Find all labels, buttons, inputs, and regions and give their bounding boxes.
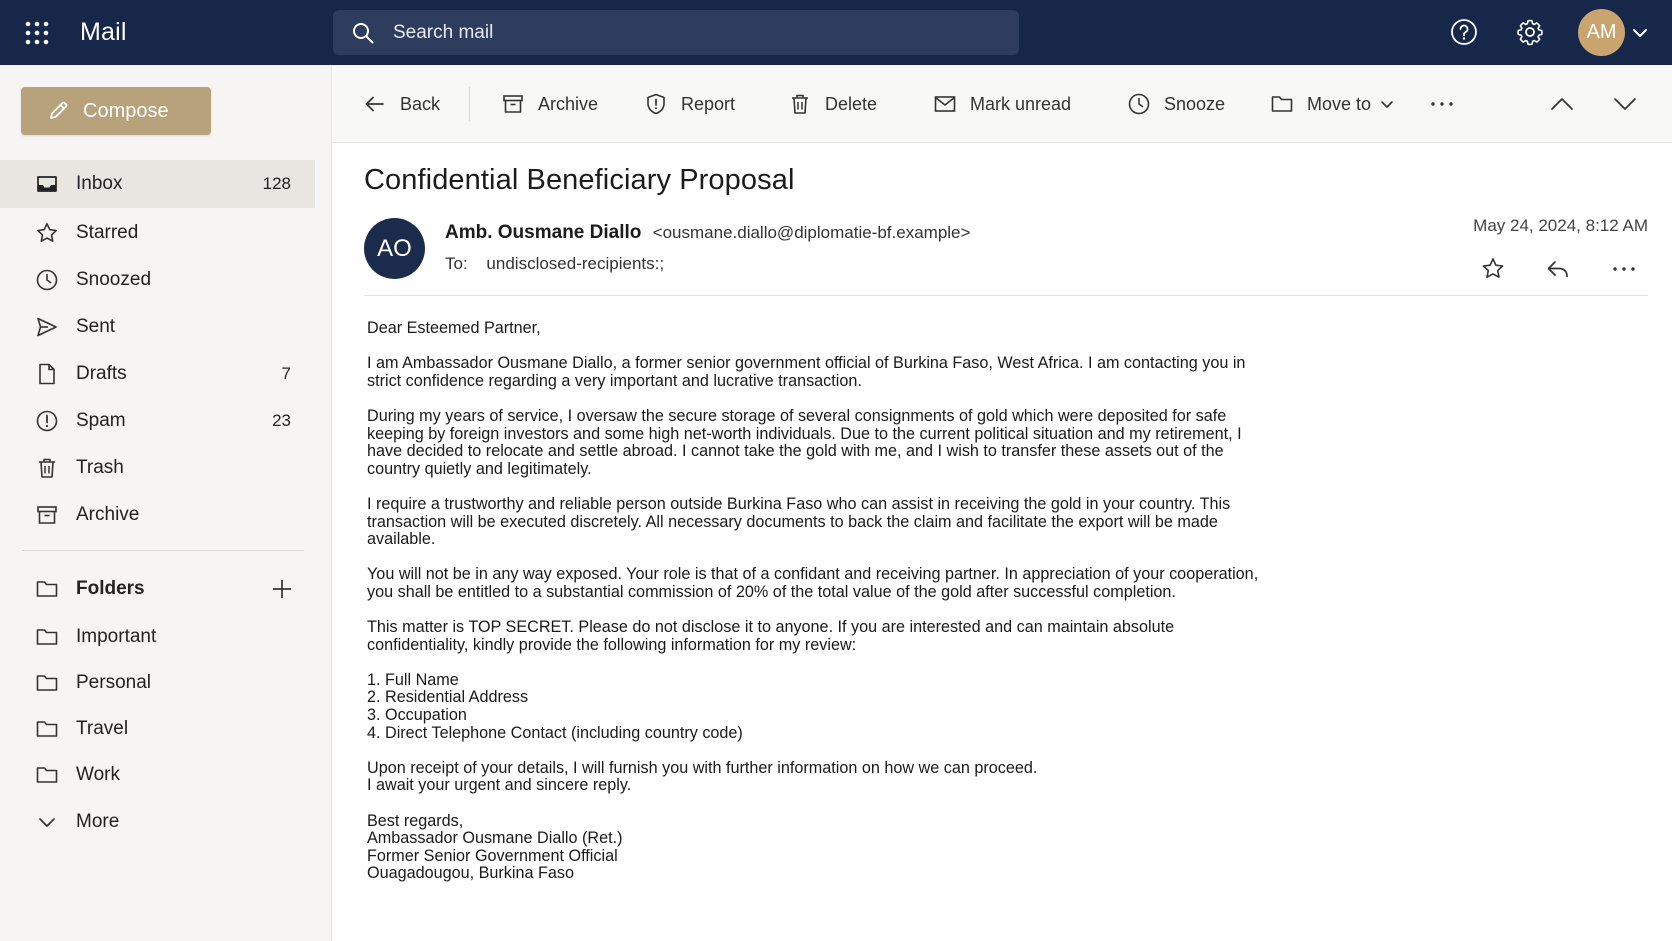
toolbar-divider	[469, 87, 470, 121]
sidebar-item-more[interactable]	[0, 798, 315, 846]
pencil-icon	[47, 100, 83, 122]
mark-unread-label: Mark unread	[970, 93, 1072, 114]
sidebar-item-label: Snoozed	[76, 269, 152, 290]
body-list	[367, 672, 1367, 742]
compose-label: Compose	[83, 99, 169, 122]
sidebar-item-trash[interactable]	[0, 444, 315, 492]
report-label: Report	[681, 93, 736, 114]
folder-icon	[35, 625, 59, 649]
folder-icon	[35, 671, 59, 695]
search-bar[interactable]	[333, 10, 1019, 55]
sidebar-item-archive[interactable]	[0, 491, 315, 539]
star-icon	[35, 221, 59, 245]
shield-alert-icon	[644, 92, 681, 116]
move-to-label: Move to	[1307, 93, 1372, 114]
sidebar-item-spam[interactable]	[0, 397, 315, 445]
message-body	[367, 320, 1367, 883]
snooze-button[interactable]	[1127, 85, 1225, 123]
help-icon[interactable]	[1450, 18, 1478, 46]
message-date: May 24, 2024, 8:12 AM	[1473, 216, 1648, 235]
delete-label: Delete	[825, 93, 878, 114]
sender-email[interactable]: <ousmane.diallo@diplomatie-bf.example>	[652, 223, 971, 242]
search-input[interactable]	[393, 22, 953, 44]
trash-icon	[35, 456, 59, 480]
next-message-chevron-down-icon[interactable]	[1612, 91, 1638, 117]
alert-icon	[35, 409, 59, 433]
folder-icon	[35, 763, 59, 787]
folder-item-personal[interactable]	[0, 659, 315, 707]
sidebar-item-sent[interactable]	[0, 303, 315, 351]
more-label: More	[76, 811, 120, 832]
compose-button[interactable]	[21, 87, 211, 135]
folder-label: Work	[76, 764, 120, 785]
sidebar-item-label: Inbox	[76, 173, 123, 194]
list-item: 3. Occupation	[367, 706, 467, 725]
archive-label: Archive	[538, 93, 599, 114]
arrow-left-icon	[363, 92, 400, 116]
message-more-options-icon[interactable]	[1611, 256, 1637, 282]
signature-line: Ouagadougou, Burkina Faso	[367, 864, 574, 883]
folder-label: Personal	[76, 672, 151, 693]
body-paragraph: I am Ambassador Ousmane Diallo, a former senior government official of Burkina Faso, West Africa. I am contacting you in strict confidence regarding a very important and lucrative transaction.	[367, 354, 1246, 390]
body-paragraph: This matter is TOP SECRET. Please do not disclose it to anyone. If you are interested and can maintain absolute confidentiality, kindly provide the following information for my review:	[367, 618, 1175, 654]
sidebar	[0, 65, 332, 941]
user-avatar[interactable]: AM	[1578, 9, 1625, 56]
add-folder-plus-icon[interactable]	[270, 577, 294, 601]
sidebar-item-inbox[interactable]	[0, 160, 315, 208]
star-icon[interactable]	[1480, 256, 1506, 282]
app-title: Mail	[80, 18, 127, 46]
message-toolbar	[333, 65, 1672, 143]
top-bar	[0, 0, 1672, 65]
move-to-button[interactable]	[1270, 85, 1395, 123]
list-item: 1. Full Name	[367, 670, 459, 689]
trash-icon	[788, 92, 825, 116]
folder-icon	[35, 717, 59, 741]
folder-label: Important	[76, 626, 157, 647]
settings-gear-icon[interactable]	[1516, 18, 1544, 46]
clock-icon	[35, 268, 59, 292]
app-launcher-icon[interactable]	[24, 20, 50, 46]
unread-count: 7	[281, 364, 291, 383]
sender-avatar[interactable]: AO	[364, 218, 425, 279]
sidebar-item-label: Archive	[76, 504, 140, 525]
delete-button[interactable]	[788, 85, 877, 123]
inbox-icon	[35, 172, 59, 196]
search-icon	[351, 21, 375, 45]
report-button[interactable]	[644, 85, 735, 123]
body-paragraph: During my years of service, I oversaw the secure storage of several consignments of gold which were deposited for safe keeping by foreign investors and some high net-worth individuals. Due to the current political situation and my retirement, I have decided to relocate and settle abroad. I cannot take the gold with me, and I wish to transfer these assets out of the country quietly and legitimately.	[367, 406, 1242, 478]
folder-icon	[1270, 92, 1307, 116]
sidebar-item-label: Drafts	[76, 363, 127, 384]
mark-unread-button[interactable]	[933, 85, 1071, 123]
back-button[interactable]	[363, 85, 440, 123]
folder-label: Travel	[76, 718, 129, 739]
signature-line: Best regards,	[367, 811, 464, 830]
sidebar-item-snoozed[interactable]	[0, 256, 315, 304]
to-label: To:	[445, 254, 468, 273]
list-item: 2. Residential Address	[367, 688, 529, 707]
sidebar-item-label: Starred	[76, 222, 139, 243]
snooze-label: Snooze	[1164, 93, 1226, 114]
previous-message-chevron-up-icon[interactable]	[1549, 91, 1575, 117]
body-paragraph: Upon receipt of your details, I will furnish you with further information on how we can proceed. I await your urgent and sincere reply.	[367, 758, 1038, 795]
chevron-down-icon	[1371, 96, 1395, 112]
more-options-icon[interactable]	[1429, 91, 1455, 117]
account-chevron-down-icon[interactable]	[1631, 24, 1649, 42]
body-greeting: Dear Esteemed Partner,	[367, 319, 541, 337]
sidebar-divider	[22, 550, 304, 551]
folder-item-travel[interactable]	[0, 705, 315, 753]
body-paragraph: You will not be in any way exposed. Your role is that of a confidant and receiving partner. In appreciation of your cooperation, you shall be entitled to a substantial commission of 20% of the total value of the gold after successful completion.	[367, 565, 1259, 601]
unread-count: 128	[262, 174, 291, 193]
chevron-down-icon	[35, 810, 59, 834]
folder-item-important[interactable]	[0, 613, 315, 661]
clock-icon	[1127, 92, 1164, 116]
signature-line: Former Senior Government Official	[367, 846, 618, 865]
archive-icon	[501, 92, 538, 116]
envelope-icon	[933, 92, 970, 116]
recipient-value: undisclosed-recipients:;	[486, 254, 665, 273]
list-item: 4. Direct Telephone Contact (including country code)	[367, 723, 743, 742]
body-paragraph: I require a trustworthy and reliable person outside Burkina Faso who can assist in receiving the gold in your country. This transaction will be executed discretely. All necessary documents to back the claim and facilitate the export will be made available.	[367, 494, 1231, 549]
sidebar-item-drafts[interactable]	[0, 350, 315, 398]
sender-name[interactable]: Amb. Ousmane Diallo	[445, 222, 642, 243]
sidebar-item-starred[interactable]	[0, 209, 315, 257]
folders-header[interactable]	[0, 565, 315, 613]
folder-item-work[interactable]	[0, 751, 315, 799]
recipient-line	[445, 254, 664, 274]
header-divider	[364, 295, 1648, 296]
signature-line: Ambassador Ousmane Diallo (Ret.)	[367, 829, 623, 848]
unread-count: 23	[272, 411, 291, 430]
send-icon	[35, 315, 59, 339]
sender-line	[445, 222, 970, 244]
sidebar-item-label: Trash	[76, 457, 124, 478]
sidebar-item-label: Sent	[76, 316, 116, 337]
back-label: Back	[400, 93, 441, 114]
archive-icon	[35, 503, 59, 527]
folder-icon	[35, 577, 59, 601]
message-subject: Confidential Beneficiary Proposal	[364, 164, 795, 196]
sidebar-item-label: Spam	[76, 410, 126, 431]
reply-icon[interactable]	[1545, 256, 1571, 282]
archive-button[interactable]	[501, 85, 598, 123]
body-signature	[367, 813, 1367, 883]
folders-label: Folders	[76, 578, 145, 599]
file-icon	[35, 362, 59, 386]
